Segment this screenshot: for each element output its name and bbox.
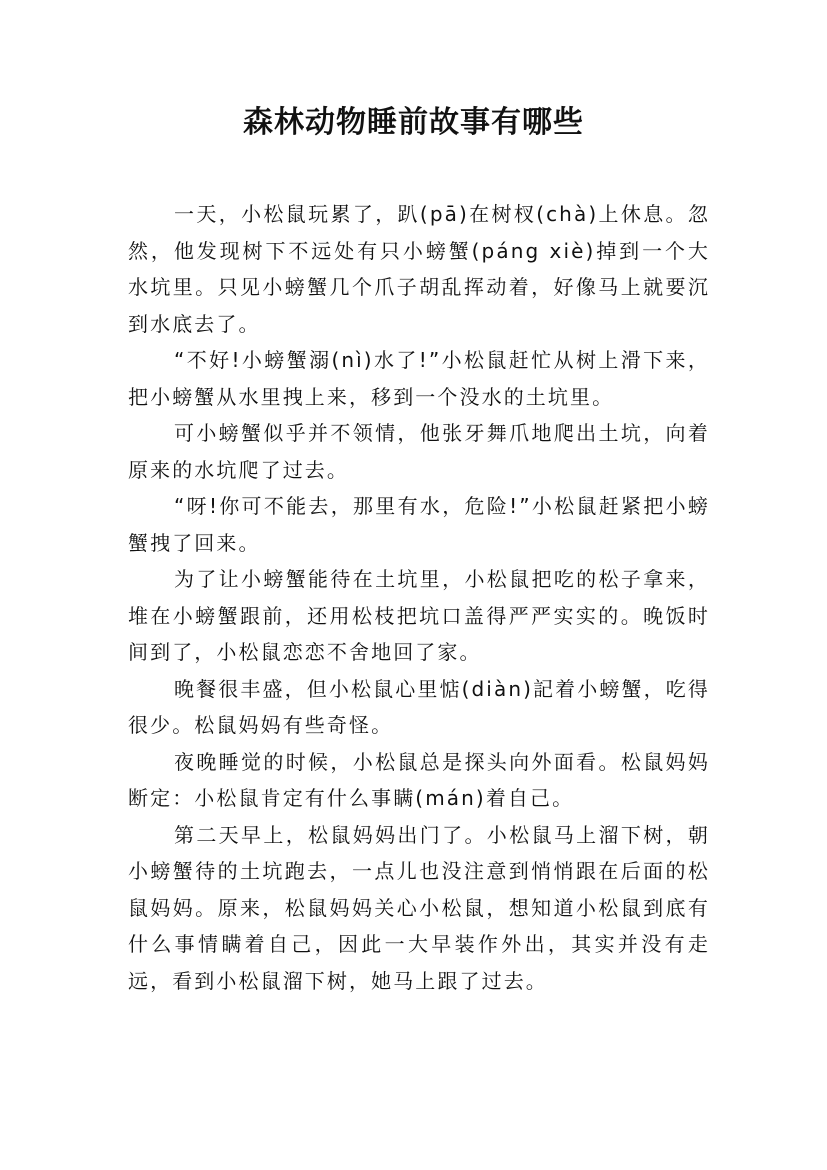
- paragraph-3: 可小螃蟹似乎并不领情，他张牙舞爪地爬出土坑，向着原来的水坑爬了过去。: [128, 421, 710, 482]
- paragraph-5: 为了让小螃蟹能待在土坑里，小松鼠把吃的松子拿来，堆在小螃蟹跟前，还用松枝把坑口盖得严严实实的。晚饭时间到了，小松鼠恋恋不舍地回了家。: [128, 567, 710, 664]
- paragraph-2: “不好!小螃蟹溺(nì)水了!”小松鼠赶忙从树上滑下来，把小螃蟹从水里拽上来，移到一个没水的土坑里。: [128, 348, 710, 409]
- paragraph-4: “呀!你可不能去，那里有水，危险!”小松鼠赶紧把小螃蟹拽了回来。: [128, 494, 710, 555]
- paragraph-7: 夜晚睡觉的时候，小松鼠总是探头向外面看。松鼠妈妈断定：小松鼠肯定有什么事瞒(mán)着自己。: [128, 749, 710, 810]
- page-title: 森林动物睡前故事有哪些: [243, 105, 584, 140]
- story-body: [128, 196, 710, 999]
- paragraph-1: 一天，小松鼠玩累了，趴(pā)在树杈(chà)上休息。忽然，他发现树下不远处有只小螃蟹(páng xiè)掉到一个大水坑里。只见小螃蟹几个爪子胡乱挥动着，好像马上就要沉到水底去了。: [128, 202, 710, 336]
- paragraph-8: 第二天早上，松鼠妈妈出门了。小松鼠马上溜下树，朝小螃蟹待的土坑跑去，一点儿也没注意到悄悄跟在后面的松鼠妈妈。原来，松鼠妈妈关心小松鼠，想知道小松鼠到底有什么事情瞒着自己，因此一大早装作外出，其实并没有走远，看到小松鼠溜下树，她马上跟了过去。: [128, 822, 710, 993]
- paragraph-6: 晚餐很丰盛，但小松鼠心里惦(diàn)記着小螃蟹，吃得很少。松鼠妈妈有些奇怪。: [128, 676, 710, 737]
